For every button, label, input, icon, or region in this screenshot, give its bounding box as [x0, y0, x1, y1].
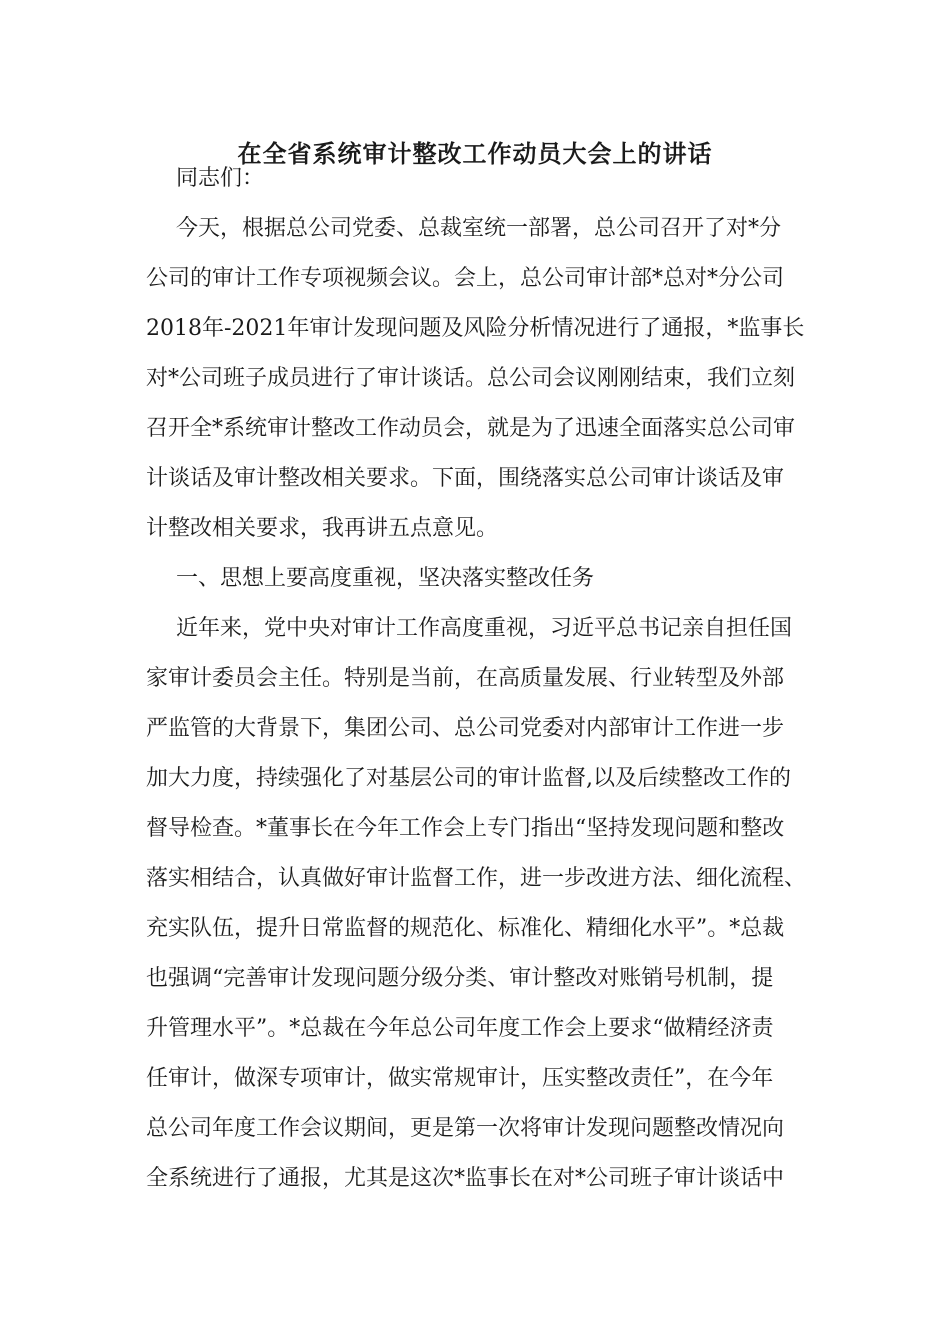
paragraph-line: 加大力度，持续强化了对基层公司的审计监督,以及后续整改工作的: [146, 766, 791, 791]
document-body: [146, 154, 826, 1204]
paragraph-line: 对*公司班子成员进行了审计谈话。总公司会议刚刚结束，我们立刻: [146, 366, 796, 391]
section-heading: 一、思想上要高度重视，坚决落实整改任务: [176, 566, 595, 591]
paragraph-line: 近年来，党中央对审计工作高度重视，习近平总书记亲自担任国: [176, 616, 793, 641]
paragraph-line: 今天，根据总公司党委、总裁室统一部署，总公司召开了对*分: [176, 216, 782, 241]
document-title: 在全省系统审计整改工作动员大会上的讲话: [237, 139, 713, 168]
paragraph-line: 也强调“完善审计发现问题分级分类、审计整改对账销号机制，提: [146, 966, 774, 991]
paragraph-line: 督导检查。*董事长在今年工作会上专门指出“坚持发现问题和整改: [146, 816, 785, 841]
paragraph-line: 升管理水平”。*总裁在今年总公司年度工作会上要求“做精经济责: [146, 1016, 774, 1041]
salutation-line: 同志们：: [176, 166, 265, 191]
paragraph-line: 2018年-2021年审计发现问题及风险分析情况进行了通报，*监事长: [146, 316, 805, 341]
paragraph-line: 计谈话及审计整改相关要求。下面，围绕落实总公司审计谈话及审: [146, 466, 785, 491]
paragraph-line: 家审计委员会主任。特别是当前，在高质量发展、行业转型及外部: [146, 666, 785, 691]
paragraph-line: 召开全*系统审计整改工作动员会，就是为了迅速全面落实总公司审: [146, 416, 796, 441]
paragraph-line: 计整改相关要求，我再讲五点意见。: [146, 516, 499, 541]
paragraph-line: 充实队伍，提升日常监督的规范化、标准化、精细化水平”。*总裁: [146, 916, 785, 941]
paragraph-line: 全系统进行了通报，尤其是这次*监事长在对*公司班子审计谈话中: [146, 1166, 785, 1191]
paragraph-line: 任审计，做深专项审计，做实常规审计，压实整改责任”，在今年: [146, 1066, 774, 1091]
paragraph-line: 公司的审计工作专项视频会议。会上，总公司审计部*总对*分公司: [146, 266, 785, 291]
paragraph-line: 严监管的大背景下，集团公司、总公司党委对内部审计工作进一步: [146, 716, 785, 741]
paragraph-line: 落实相结合，认真做好审计监督工作，进一步改进方法、细化流程、: [146, 866, 807, 891]
paragraph-line: 总公司年度工作会议期间，更是第一次将审计发现问题整改情况向: [146, 1116, 785, 1141]
